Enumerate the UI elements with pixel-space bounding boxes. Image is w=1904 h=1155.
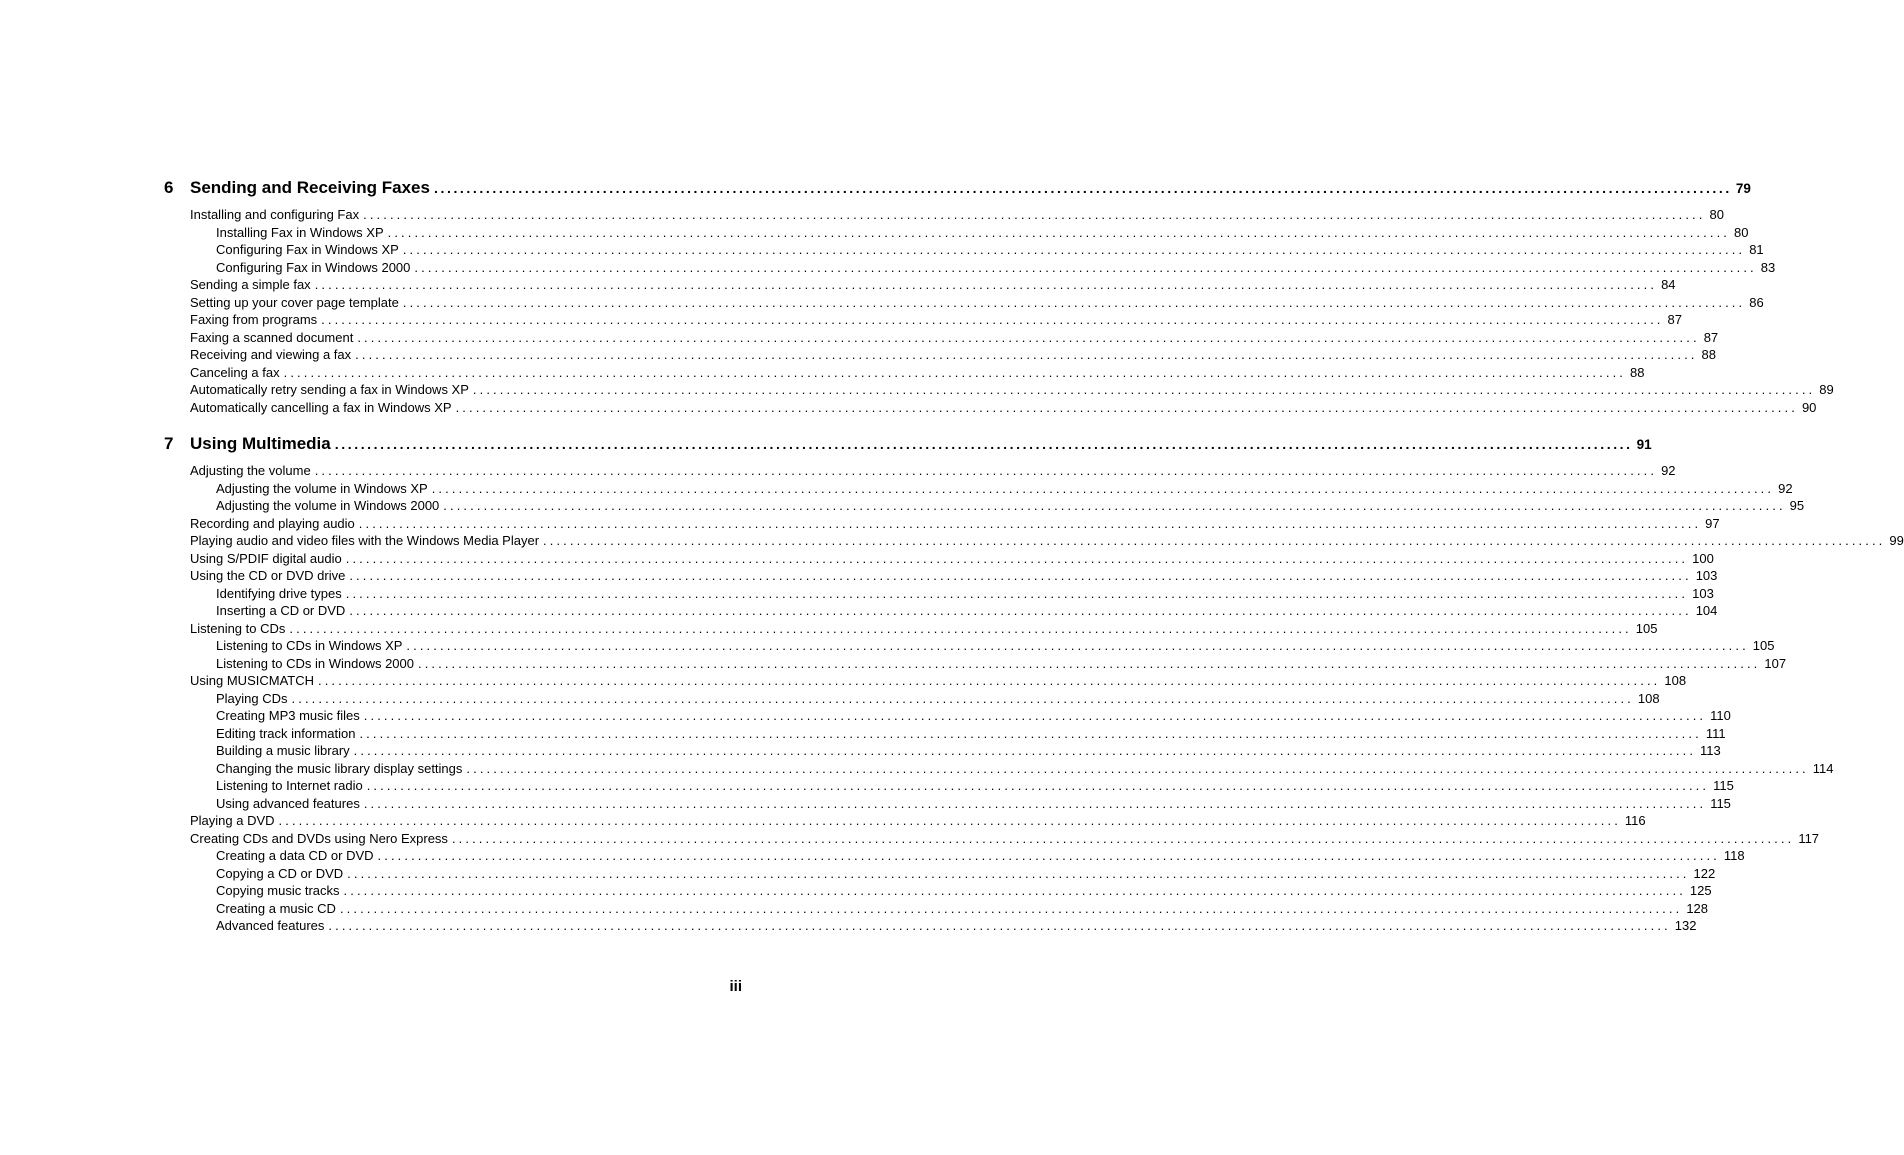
entry-title: Creating a data CD or DVD [216,848,374,863]
entry-title: Automatically retry sending a fax in Windows XP [190,382,469,397]
entry-page-number: 110 [1710,708,1731,723]
entry-title: Recording and playing audio [190,515,355,531]
entry-page-number: 117 [1798,830,1820,846]
entry-page-number: 114 [1812,760,1834,776]
entry-title: Canceling a fax [190,364,280,380]
entry-title: Listening to CDs in Windows XP [216,638,403,653]
chapter-page-number: 91 [1636,437,1652,452]
entry-page-number: 125 [1689,883,1712,898]
toc-entry [164,778,1734,796]
dot-leader: ........................................................................................................................................................................................................ [387,224,1730,240]
dot-leader: ........................................................................................................................................................................................................ [414,259,1757,275]
entry-page-number: 80 [1709,207,1724,222]
entry-page-number: 100 [1692,550,1714,566]
entry-title: Listening to CDs in Windows 2000 [216,655,414,671]
toc-entry [164,399,1817,418]
entry-page-number: 95 [1789,498,1805,513]
dot-leader: ........................................................................................................................................................................................................ [347,865,1690,881]
entry-page-number: 83 [1760,259,1776,275]
entry-page-number: 113 [1700,743,1721,758]
entry-title: Playing audio and video files with the Windows Media Player [190,533,540,548]
entry-title: Setting up your cover page template [190,294,399,310]
entry-title: Using S/PDIF digital audio [190,550,342,566]
entry-page-number: 132 [1674,918,1697,933]
entry-page-number: 104 [1695,603,1718,618]
entry-page-number: 99 [1889,533,1904,548]
entry-page-number: 118 [1723,848,1745,863]
dot-leader: ........................................................................................................................................................................................................ [402,242,1746,257]
toc-entry [164,515,1720,534]
dot-leader: ........................................................................................................................................................................................................ [343,883,1686,898]
chapter-number: 7 [164,434,174,453]
chapter-7 [164,434,1904,936]
page-number: iii [729,978,742,995]
dot-leader: ........................................................................................................................................................................................................ [321,312,1664,327]
toc-entry [164,312,1682,330]
dot-leader: ........................................................................................................................................................................................................ [314,463,1658,478]
entry-page-number: 105 [1752,638,1775,653]
chapter-page-number: 79 [1735,181,1751,196]
toc-entry [164,533,1904,551]
entry-page-number: 86 [1749,294,1764,310]
dot-leader: ........................................................................................................................................................................................................ [291,690,1634,706]
entry-page-number: 116 [1624,813,1646,828]
dot-leader: ........................................................................................................................................................................................................ [345,585,1689,601]
toc-entry [164,294,1764,313]
dot-leader: ........................................................................................................................................................................................................ [363,207,1706,222]
toc-entry [164,603,1718,621]
toc-entry [164,708,1731,726]
entry-title: Installing Fax in Windows XP [216,224,384,240]
toc-entry [164,725,1726,744]
entry-title: Creating CDs and DVDs using Nero Express [190,830,448,846]
toc-entry [164,865,1716,884]
dot-leader: ........................................................................................................................................................................................................ [377,848,1720,863]
toc-entry [164,585,1714,604]
entry-title: Automatically cancelling a fax in Windows XP [190,399,452,415]
dot-leader: ........................................................................................................................................................................................................ [363,795,1707,811]
dot-leader: ........................................................................................................................................................................................................ [355,347,1698,362]
entry-page-number: 81 [1749,242,1764,257]
toc-entry [164,550,1714,569]
dot-leader: ........................................................................................................................................................................................................ [455,399,1798,415]
toc-entry [164,347,1716,365]
toc-entry [164,900,1709,919]
entry-page-number: 103 [1692,585,1714,601]
entry-title: Creating MP3 music files [216,708,360,723]
toc-entry [164,760,1834,779]
toc-entry [164,277,1676,295]
entry-title: Building a music library [216,743,350,758]
dot-leader: ........................................................................................................................................................................................................ [466,760,1809,776]
dot-leader: ........................................................................................................................................................................................................ [543,533,1886,548]
chapter-title: Using Multimedia [190,434,331,453]
entry-title: Copying music tracks [216,883,340,898]
entry-title: Configuring Fax in Windows 2000 [216,259,411,275]
dot-leader: ........................................................................................................................................................................................................ [318,673,1661,688]
entry-page-number: 115 [1713,778,1734,793]
entry-title: Adjusting the volume [190,463,311,478]
toc-entry [164,259,1776,278]
toc-entry [164,364,1645,383]
dot-leader: ........................................................................................................................................................................................................ [289,620,1632,636]
toc-entry [164,568,1718,586]
toc-entry [164,655,1787,674]
chapter-6 [164,178,1834,417]
entry-title: Copying a CD or DVD [216,865,344,881]
entry-title: Editing track information [216,725,356,741]
entry-page-number: 107 [1764,655,1787,671]
toc-entry [164,498,1805,516]
dot-leader: ........................................................................................................................................................................................................ [451,830,1795,846]
toc-entry [164,918,1697,936]
entry-title: Inserting a CD or DVD [216,603,346,618]
entry-title: Playing CDs [216,690,288,706]
table-of-contents [164,178,1904,953]
entry-title: Installing and configuring Fax [190,207,360,222]
entry-title: Creating a music CD [216,900,336,916]
toc-entry [164,830,1820,849]
entry-title: Advanced features [216,918,325,933]
dot-leader: ........................................................................................................................................................................................................ [363,708,1707,723]
entry-page-number: 88 [1630,364,1645,380]
entry-page-number: 97 [1705,515,1720,531]
toc-entry [164,382,1834,400]
dot-leader: ........................................................................................................................................................................................................ [418,655,1761,671]
dot-leader: ........................................................................................................................................................................................................ [283,364,1626,380]
toc-entry [164,848,1745,866]
entry-page-number: 111 [1705,725,1726,741]
dot-leader: ........................................................................................................................................................................................................ [402,294,1746,310]
dot-leader: ........................................................................................................................................................................................................ [345,550,1689,566]
toc-entry [164,795,1731,814]
toc-entry [164,620,1658,639]
dot-leader: ........................................................................................................................................................................................................ [349,568,1692,583]
toc-entry [164,813,1646,831]
toc-entry [164,883,1712,901]
entry-title: Sending a simple fax [190,277,311,292]
entry-title: Using advanced features [216,795,360,811]
entry-page-number: 92 [1778,480,1793,496]
entry-title: Faxing a scanned document [190,329,354,345]
toc-entry [164,690,1660,709]
toc-entry [164,329,1719,348]
toc-entry [164,463,1676,481]
toc-entry [164,480,1793,499]
entry-page-number: 92 [1661,463,1676,478]
dot-leader: ........................................................................................................................................................................................................ [314,277,1658,292]
entry-title: Playing a DVD [190,813,275,828]
entry-title: Using MUSICMATCH [190,673,314,688]
chapter-heading [164,434,1652,460]
entry-page-number: 90 [1801,399,1817,415]
entry-title: Adjusting the volume in Windows 2000 [216,498,440,513]
dot-leader: ........................................................................................................................................................................................................ [358,515,1702,531]
toc-entry [164,638,1775,656]
dot-leader: ........................................................................................................................................................................................................ [278,813,1621,828]
dot-leader: ........................................................................................................................................................................................................ [433,180,1732,196]
entry-title: Listening to Internet radio [216,778,363,793]
dot-leader: ........................................................................................................................................................................................................ [357,329,1700,345]
chapter-title: Sending and Receiving Faxes [190,178,430,197]
entry-title: Configuring Fax in Windows XP [216,242,399,257]
dot-leader: ........................................................................................................................................................................................................ [431,480,1775,496]
entry-title: Using the CD or DVD drive [190,568,346,583]
entry-page-number: 108 [1664,673,1687,688]
dot-leader: ........................................................................................................................................................................................................ [472,382,1816,397]
toc-entry [164,743,1721,761]
dot-leader: ........................................................................................................................................................................................................ [443,498,1786,513]
entry-page-number: 115 [1710,795,1731,811]
entry-title: Receiving and viewing a fax [190,347,352,362]
entry-title: Adjusting the volume in Windows XP [216,480,428,496]
entry-title: Listening to CDs [190,620,286,636]
entry-page-number: 108 [1637,690,1660,706]
entry-page-number: 105 [1635,620,1658,636]
dot-leader: ........................................................................................................................................................................................................ [359,725,1702,741]
entry-page-number: 84 [1661,277,1676,292]
entry-page-number: 103 [1695,568,1718,583]
entry-list [164,463,1904,936]
chapter-number: 6 [164,178,174,197]
entry-page-number: 89 [1819,382,1834,397]
dot-leader: ........................................................................................................................................................................................................ [339,900,1683,916]
entry-list [164,207,1834,417]
dot-leader: ........................................................................................................................................................................................................ [334,436,1633,452]
entry-page-number: 87 [1703,329,1719,345]
dot-leader: ........................................................................................................................................................................................................ [349,603,1692,618]
toc-entry [164,242,1764,260]
entry-title: Faxing from programs [190,312,318,327]
dot-leader: ........................................................................................................................................................................................................ [406,638,1749,653]
entry-title: Identifying drive types [216,585,342,601]
entry-page-number: 128 [1686,900,1709,916]
dot-leader: ........................................................................................................................................................................................................ [328,918,1671,933]
dot-leader: ........................................................................................................................................................................................................ [353,743,1697,758]
entry-page-number: 87 [1667,312,1682,327]
toc-entry [164,224,1749,243]
toc-entry [164,207,1724,225]
entry-page-number: 80 [1734,224,1749,240]
entry-title: Changing the music library display settings [216,760,463,776]
entry-page-number: 122 [1693,865,1716,881]
chapter-heading [164,178,1751,204]
dot-leader: ........................................................................................................................................................................................................ [366,778,1710,793]
toc-entry [164,673,1687,691]
entry-page-number: 88 [1701,347,1716,362]
